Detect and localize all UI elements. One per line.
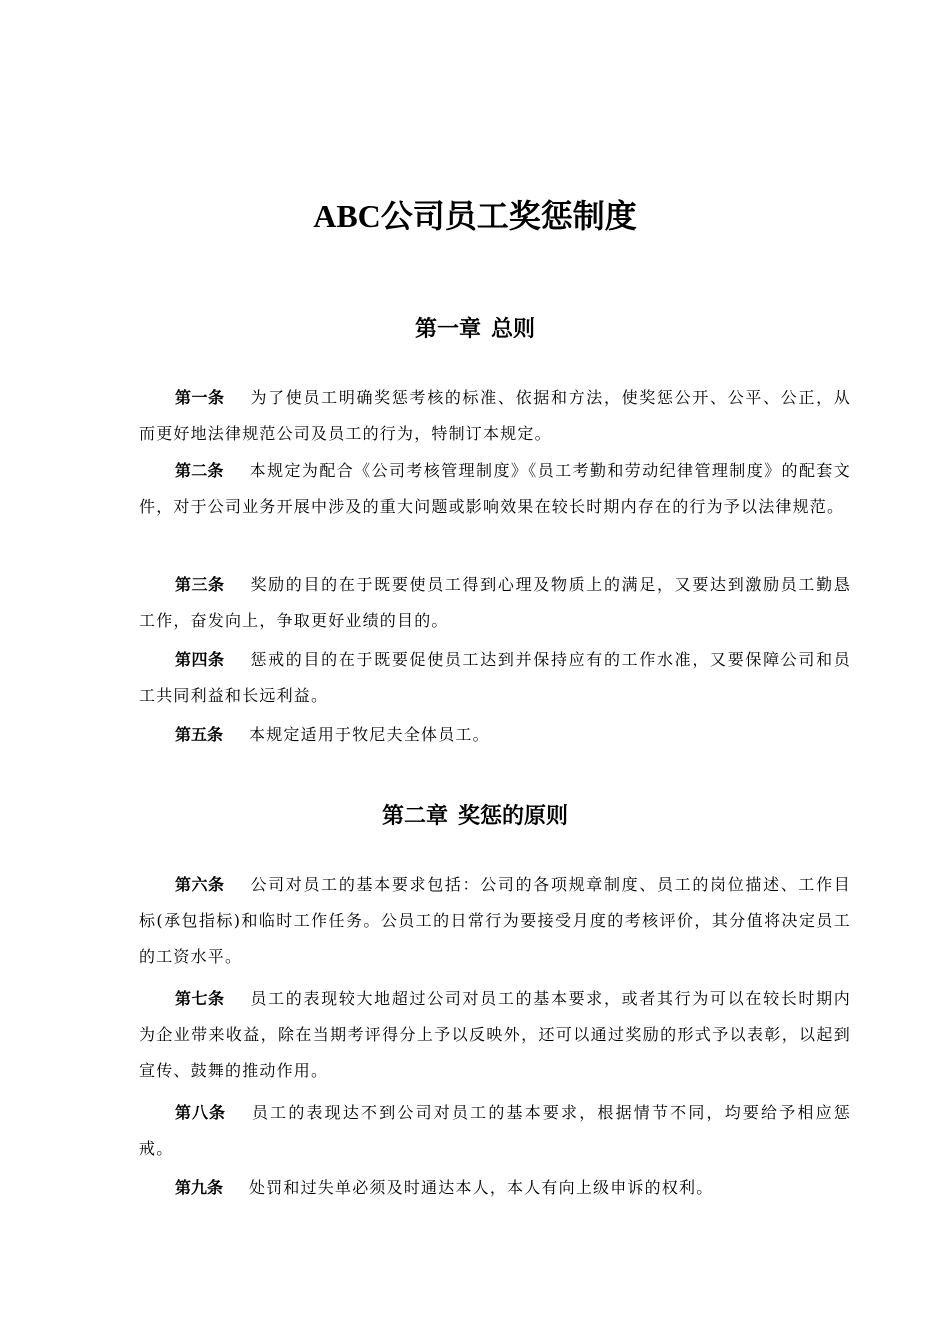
article-text: 公司对员工的基本要求包括：公司的各项规章制度、员工的岗位描述、工作目标(承包指标)和临时工作任务。公员工的日常行为要接受月度的考核评价，其分值将决定员工的工资水平。 bbox=[139, 875, 851, 966]
article-label: 第七条 bbox=[175, 989, 225, 1008]
chapter-title bbox=[0, 801, 950, 833]
article-text: 为了使员工明确奖惩考核的标准、依据和方法，使奖惩公开、公平、公正，从而更好地法律规范公司及员工的行为，特制订本规定。 bbox=[139, 388, 851, 443]
article-text: 本规定适用于牧尼夫全体员工。 bbox=[249, 725, 490, 744]
article-label: 第六条 bbox=[175, 875, 225, 894]
article bbox=[139, 453, 851, 525]
article-label: 第一条 bbox=[175, 388, 225, 407]
chapter-number: 第二章 bbox=[381, 804, 448, 829]
chapter-name: 总则 bbox=[491, 317, 536, 342]
article-text: 奖励的目的在于既要使员工得到心理及物质上的满足，又要达到激励员工勤恳工作，奋发向上，争取更好业绩的目的。 bbox=[139, 575, 851, 630]
article bbox=[139, 717, 851, 753]
article-text: 惩戒的目的在于既要促使员工达到并保持应有的工作水准，又要保障公司和员工共同利益和长远利益。 bbox=[139, 650, 851, 705]
chapter-title bbox=[0, 314, 950, 346]
article bbox=[139, 1170, 851, 1206]
chapter-number: 第一章 bbox=[414, 317, 481, 342]
article-text: 处罚和过失单必须及时通达本人，本人有向上级申诉的权利。 bbox=[249, 1178, 714, 1197]
article bbox=[139, 867, 851, 975]
article-text: 本规定为配合《公司考核管理制度》《员工考勤和劳动纪律管理制度》的配套文件，对于公司业务开展中涉及的重大问题或影响效果在较长时期内存在的行为予以法律规范。 bbox=[139, 461, 851, 516]
document-title: ABC公司员工奖惩制度 bbox=[313, 198, 637, 234]
article bbox=[139, 981, 851, 1089]
article-label: 第五条 bbox=[175, 725, 224, 744]
article-label: 第九条 bbox=[175, 1178, 224, 1197]
article-label: 第八条 bbox=[175, 1103, 226, 1122]
article bbox=[139, 1095, 851, 1167]
article bbox=[139, 380, 851, 452]
article-label: 第四条 bbox=[175, 650, 225, 669]
article-label: 第二条 bbox=[175, 461, 224, 480]
chapter-name: 奖惩的原则 bbox=[458, 804, 569, 829]
article-text: 员工的表现达不到公司对员工的基本要求，根据情节不同，均要给予相应惩戒。 bbox=[139, 1103, 851, 1158]
article-label: 第三条 bbox=[175, 575, 225, 594]
article-text: 员工的表现较大地超过公司对员工的基本要求，或者其行为可以在较长时期内为企业带来收益，除在当期考评得分上予以反映外，还可以通过奖励的形式予以表彰，以起到宣传、鼓舞的推动作用。 bbox=[139, 989, 851, 1080]
article bbox=[139, 642, 851, 714]
article bbox=[139, 567, 851, 639]
